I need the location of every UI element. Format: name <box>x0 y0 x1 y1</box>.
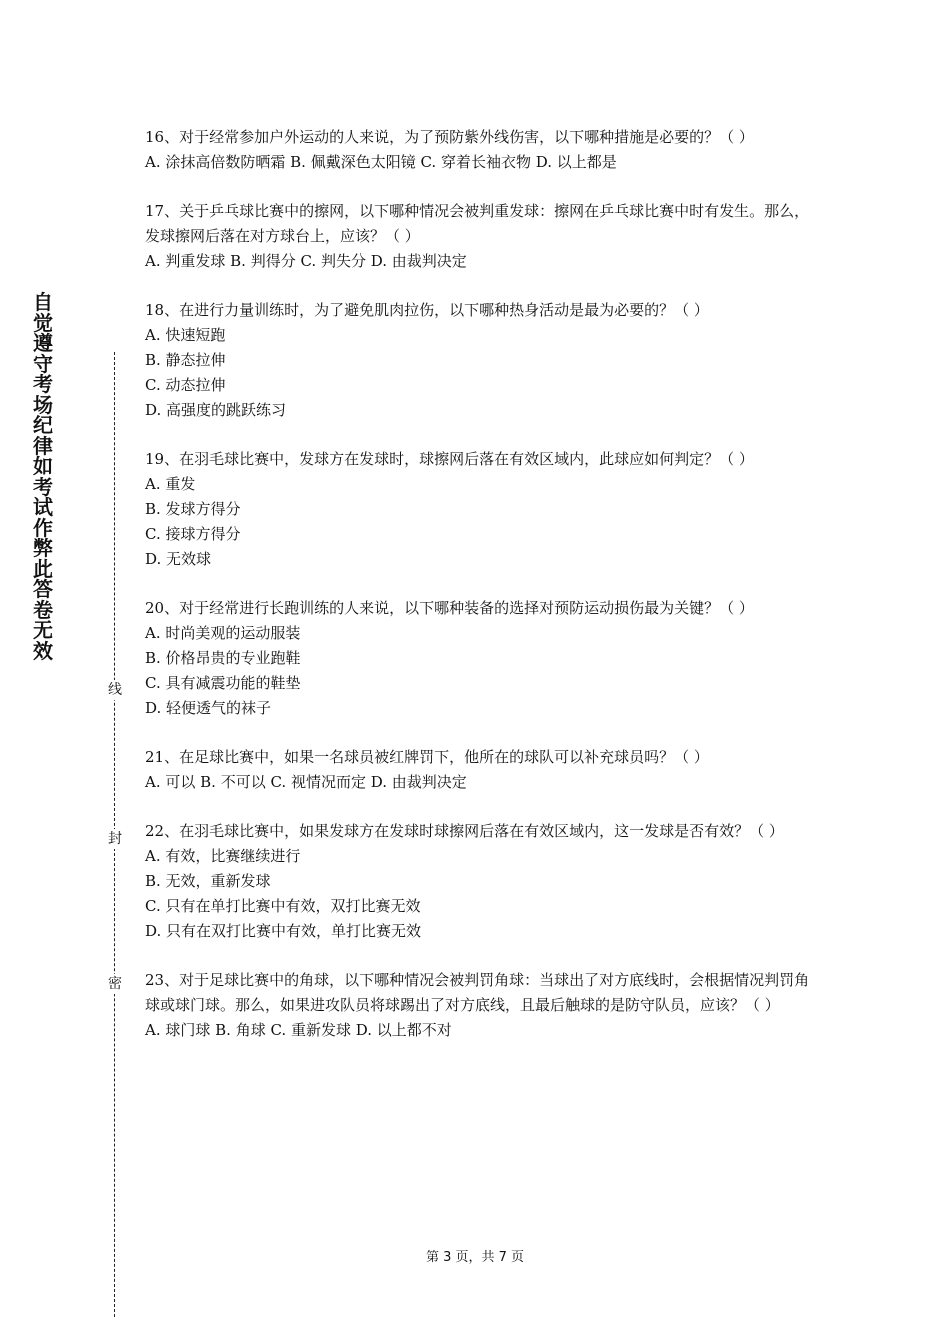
side-warning-char: 弊 <box>33 536 53 560</box>
side-warning-char: 遵 <box>33 331 53 355</box>
question-17 <box>145 199 815 274</box>
side-warning-char: 律 <box>33 433 53 458</box>
side-warning-char: 无 <box>33 618 53 642</box>
question-text: 16、对于经常参加户外运动的人来说，为了预防紫外线伤害，以下哪种措施是必要的？（ ） <box>145 128 754 146</box>
question-text: 22、在羽毛球比赛中，如果发球方在发球时球擦网后落在有效区域内，这一发球是否有效？（ ） <box>145 822 784 840</box>
question-text: 17、关于乒乓球比赛中的擦网，以下哪种情况会被判重发球：擦网在乒乓球比赛中时有发生。那么，发球擦网后落在对方球台上，应该？（ ） <box>145 202 810 245</box>
option-c: C. 具有减震功能的鞋垫 <box>145 674 301 692</box>
question-21 <box>145 745 815 795</box>
option-a: A. 快速短跑 <box>145 326 226 344</box>
side-warning-char: 作 <box>33 515 53 540</box>
side-warning-char: 纪 <box>33 413 53 437</box>
option-d: D. 轻便透气的袜子 <box>145 699 272 717</box>
option-c: C. 只有在单打比赛中有效，双打比赛无效 <box>145 897 421 915</box>
option-c: C. 接球方得分 <box>145 525 241 543</box>
side-warning-char: 答 <box>33 577 53 601</box>
side-warning <box>30 292 56 661</box>
page-footer: 第 3 页，共 7 页 <box>425 1250 525 1265</box>
side-warning-char: 此 <box>33 556 53 581</box>
option-line: A. 判重发球 B. 判得分 C. 判失分 D. 由裁判决定 <box>145 252 467 270</box>
side-warning-char: 觉 <box>33 310 53 335</box>
question-text: 18、在进行力量训练时，为了避免肌肉拉伤，以下哪种热身活动是最为必要的？（ ） <box>145 301 709 319</box>
side-warning-char: 效 <box>33 638 53 663</box>
side-warning-char: 守 <box>33 351 53 376</box>
option-b: B. 静态拉伸 <box>145 351 226 369</box>
option-b: B. 价格昂贵的专业跑鞋 <box>145 649 301 667</box>
question-22 <box>145 819 815 944</box>
question-list <box>145 125 815 1067</box>
question-text: 20、对于经常进行长跑训练的人来说，以下哪种装备的选择对预防运动损伤最为关键？（ ） <box>145 599 754 617</box>
binding-label-seal: 封 <box>108 831 122 847</box>
question-20 <box>145 596 815 721</box>
question-18 <box>145 298 815 423</box>
option-a: A. 时尚美观的运动服装 <box>145 624 301 642</box>
side-warning-char: 考 <box>33 474 53 499</box>
question-23 <box>145 968 815 1043</box>
option-c: C. 动态拉伸 <box>145 376 226 394</box>
question-text: 19、在羽毛球比赛中，发球方在发球时，球擦网后落在有效区域内，此球应如何判定？（ ） <box>145 450 754 468</box>
option-d: D. 只有在双打比赛中有效，单打比赛无效 <box>145 922 422 940</box>
side-warning-char: 如 <box>33 454 53 478</box>
question-text: 21、在足球比赛中，如果一名球员被红牌罚下，他所在的球队可以补充球员吗？（ ） <box>145 748 709 766</box>
side-warning-char: 自 <box>33 290 53 314</box>
option-line: A. 可以 B. 不可以 C. 视情况而定 D. 由裁判决定 <box>145 773 467 791</box>
option-a: A. 有效，比赛继续进行 <box>145 847 301 865</box>
question-19 <box>145 447 815 572</box>
option-d: D. 无效球 <box>145 550 212 568</box>
option-b: B. 发球方得分 <box>145 500 241 518</box>
option-line: A. 球门球 B. 角球 C. 重新发球 D. 以上都不对 <box>145 1021 452 1039</box>
side-warning-char: 卷 <box>33 597 53 622</box>
side-warning-char: 考 <box>33 372 53 396</box>
option-b: B. 无效，重新发球 <box>145 872 271 890</box>
binding-label-secret: 密 <box>108 976 122 992</box>
option-a: A. 重发 <box>145 475 196 493</box>
side-warning-char: 场 <box>33 392 53 417</box>
side-warning-char: 试 <box>33 495 53 519</box>
option-d: D. 高强度的跳跃练习 <box>145 401 287 419</box>
binding-label-line: 线 <box>108 682 122 698</box>
option-line: A. 涂抹高倍数防晒霜 B. 佩戴深色太阳镜 C. 穿着长袖衣物 D. 以上都是 <box>145 153 617 171</box>
question-16 <box>145 125 815 175</box>
question-text: 23、对于足球比赛中的角球，以下哪种情况会被判罚角球：当球出了对方底线时，会根据情况判罚角球或球门球。那么，如果进攻队员将球踢出了对方底线，且最后触球的是防守队员，应该？（ ） <box>145 971 810 1014</box>
